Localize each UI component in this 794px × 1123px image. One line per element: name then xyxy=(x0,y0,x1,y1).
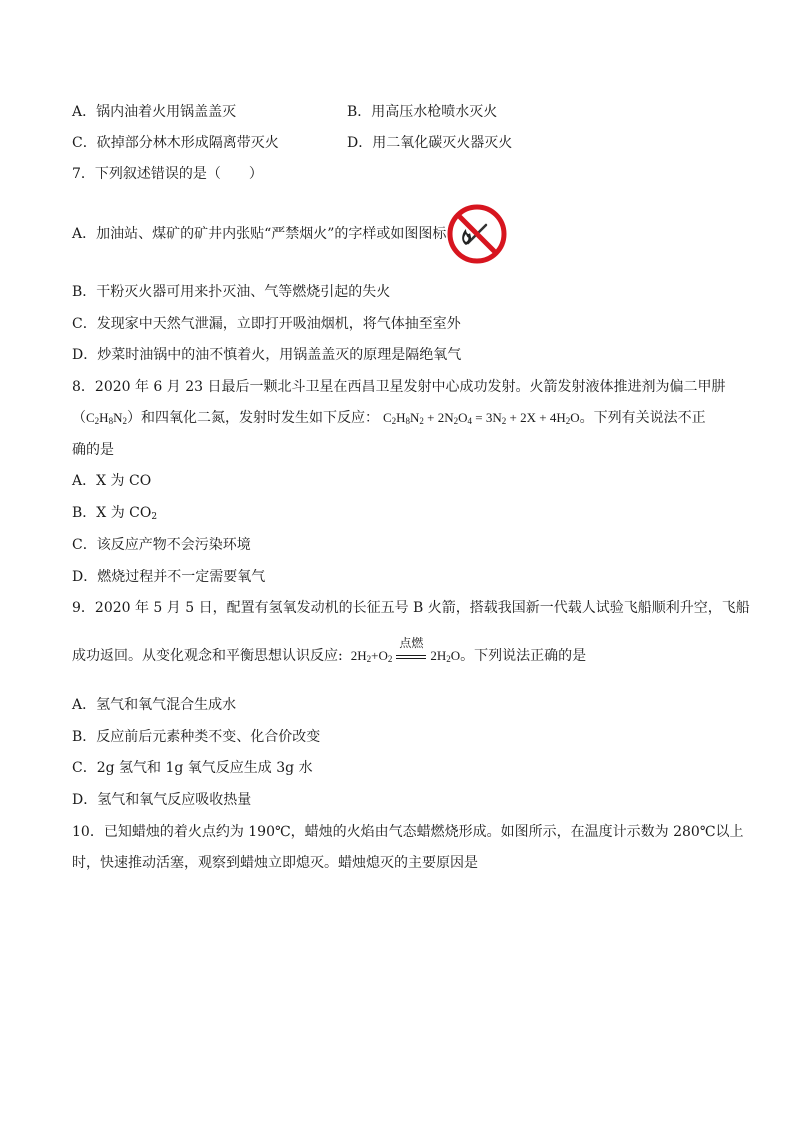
q10-stem-line1: 10．已知蜡烛的着火点约为 190℃，蜡烛的火焰由气态蜡燃烧形成。如图所示，在温度计示数为 280℃以上 xyxy=(72,824,744,840)
q6-option-b: B．用高压水枪喷水灭火 xyxy=(347,104,498,120)
q9-stem-pre: 成功返回。从变化观念和平衡思想认识反应: xyxy=(72,648,343,664)
no-fire-sign-icon xyxy=(446,203,508,265)
q9-option-b: B．反应前后元素种类不变、化合价改变 xyxy=(72,729,321,745)
q8-open-paren: （ xyxy=(72,410,86,426)
q8-stem-tail: 。下列有关说法不正 xyxy=(579,410,706,426)
q7-option-c: C．发现家中天然气泄漏，立即打开吸油烟机，将气体抽至室外 xyxy=(72,316,461,332)
q10-stem-line2: 时，快速推动活塞，观察到蜡烛立即熄灭。蜡烛熄灭的主要原因是 xyxy=(72,855,478,871)
q8-reaction-equation: $C_2H_8N_2 + 2N_2O_4 = 3N_2 + 2X + 4H_2O$ xyxy=(382,410,580,426)
q8-fuel-formula: $C_2H_8N_2$ xyxy=(86,410,127,426)
q9-stem-line1: 9．2020 年 5 月 5 日，配置有氢氧发动机的长征五号 B 火箭，搭载我国新一代载人试验飞船顺利升空，飞船 xyxy=(72,600,750,616)
q8-stem-line1: 8．2020 年 6 月 23 日最后一颗北斗卫星在西昌卫星发射中心成功发射。火箭发射液体推进剂为偏二甲肼 xyxy=(72,379,726,395)
q9-option-d: D．氢气和氧气反应吸收热量 xyxy=(72,792,252,808)
q9-option-c: C．2g 氢气和 1g 氧气反应生成 3g 水 xyxy=(72,760,313,776)
q8-stem-line3: 确的是 xyxy=(72,442,114,458)
q7-option-d: D．炒菜时油锅中的油不慎着火，用锅盖盖灭的原理是隔绝氧气 xyxy=(72,347,462,363)
q8-option-d: D．燃烧过程并不一定需要氧气 xyxy=(72,569,266,585)
q9-stem-tail: 。下列说法正确的是 xyxy=(460,648,587,664)
q6-option-a: A．锅内油着火用锅盖盖灭 xyxy=(72,104,237,120)
q9-stem-line2 xyxy=(72,636,587,667)
q6-option-c: C．砍掉部分林木形成隔离带灭火 xyxy=(72,135,279,151)
q8-option-b: B．X 为 $CO_2$ xyxy=(72,505,158,522)
q8-stem-mid: ）和四氧化二氮，发射时发生如下反应： xyxy=(126,410,379,426)
q9-option-a: A．氢气和氧气混合生成水 xyxy=(72,697,237,713)
q8-option-c: C．该反应产物不会污染环境 xyxy=(72,537,251,553)
q9-reaction-condition: 点燃 xyxy=(399,636,424,651)
q9-reaction-arrow xyxy=(394,636,428,667)
q8-option-a: A．X 为 CO xyxy=(72,473,152,489)
q7-option-b: B．干粉灭火器可用来扑灭油、气等燃烧引起的失火 xyxy=(72,284,391,300)
q9-reaction-equation: $2H_2+O_2$ 点燃 $2H_2O$ xyxy=(351,648,460,663)
q7-stem: 7．下列叙述错误的是（ ） xyxy=(72,166,263,182)
q6-option-d: D．用二氧化碳灭火器灭火 xyxy=(347,135,513,151)
q8-stem-line2 xyxy=(72,408,706,428)
q7-option-a: A．加油站、煤矿的矿井内张贴“严禁烟火”的字样或如图图标 xyxy=(72,226,447,242)
